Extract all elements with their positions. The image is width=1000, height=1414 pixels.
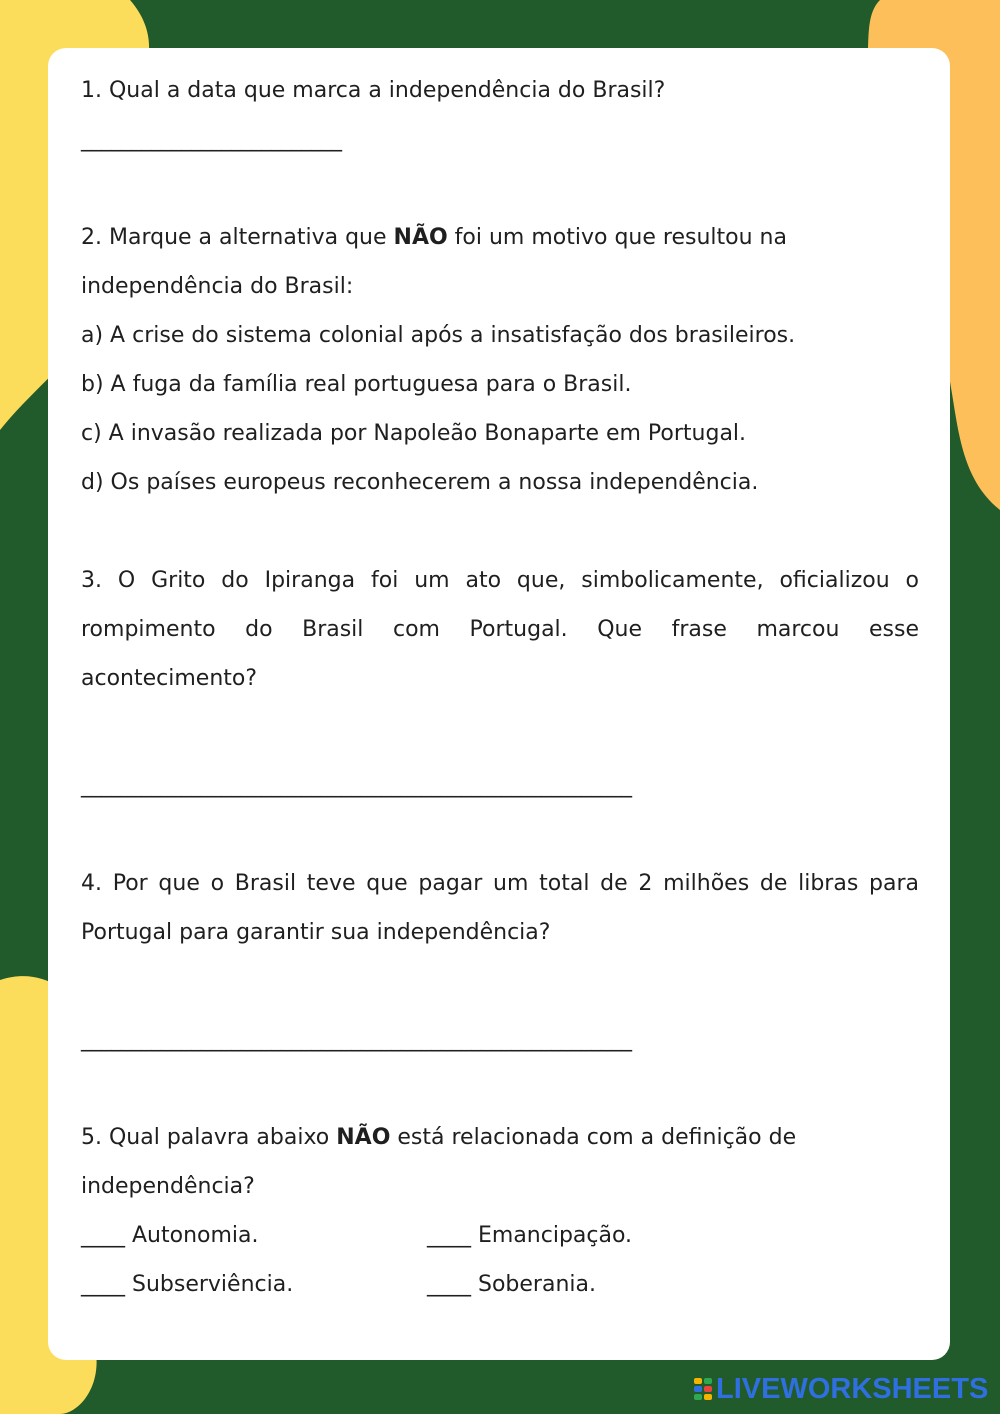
question-4: 4. Por que o Brasil teve que pagar um total de 2 milhões de libras para Portugal para garantir sua independência? [81, 871, 919, 945]
option-emancipacao[interactable]: ____ Emancipação. [427, 1223, 633, 1248]
worksheet-content [81, 66, 919, 1309]
question-2 [81, 213, 919, 311]
question-2-text-pre: 2. Marque a alternativa que [81, 225, 394, 250]
option-c[interactable]: c) A invasão realizada por Napoleão Bonaparte em Portugal. [81, 421, 747, 446]
question-2-text-post: foi um motivo que resultou na independência do Brasil: [81, 225, 787, 299]
option-subserviencia[interactable]: ____ Subserviência. [81, 1272, 294, 1297]
question-3: 3. O Grito do Ipiranga foi um ato que, simbolicamente, oficializou o rompimento do Brasil com Portugal. Que frase marcou esse acontecimento? [81, 568, 919, 691]
option-autonomia[interactable]: ____ Autonomia. [81, 1223, 259, 1248]
question-2-emphasis: NÃO [393, 225, 448, 250]
question-5-emphasis: NÃO [336, 1125, 391, 1150]
question-5-text-post: está relacionada com a definição de independência? [81, 1125, 797, 1199]
liveworksheets-logo[interactable] [693, 1374, 988, 1404]
option-b[interactable]: b) A fuga da família real portuguesa para o Brasil. [81, 372, 632, 397]
option-d[interactable]: d) Os países europeus reconhecerem a nossa independência. [81, 470, 759, 495]
question-1: 1. Qual a data que marca a independência do Brasil? [81, 78, 666, 103]
options-row-1 [81, 1211, 919, 1260]
answer-blank-1[interactable]: __________________________ [81, 127, 341, 152]
question-5-text-pre: 5. Qual palavra abaixo [81, 1125, 337, 1150]
question-5 [81, 1113, 919, 1211]
options-row-2 [81, 1260, 919, 1309]
logo-mark-icon [693, 1377, 713, 1401]
option-soberania[interactable]: ____ Soberania. [427, 1272, 596, 1297]
answer-blank-4[interactable]: _______________________________________________________ [81, 1027, 631, 1052]
option-a[interactable]: a) A crise do sistema colonial após a insatisfação dos brasileiros. [81, 323, 796, 348]
answer-blank-3[interactable]: _______________________________________________________ [81, 773, 631, 798]
logo-text: LIVEWORKSHEETS [716, 1372, 989, 1405]
